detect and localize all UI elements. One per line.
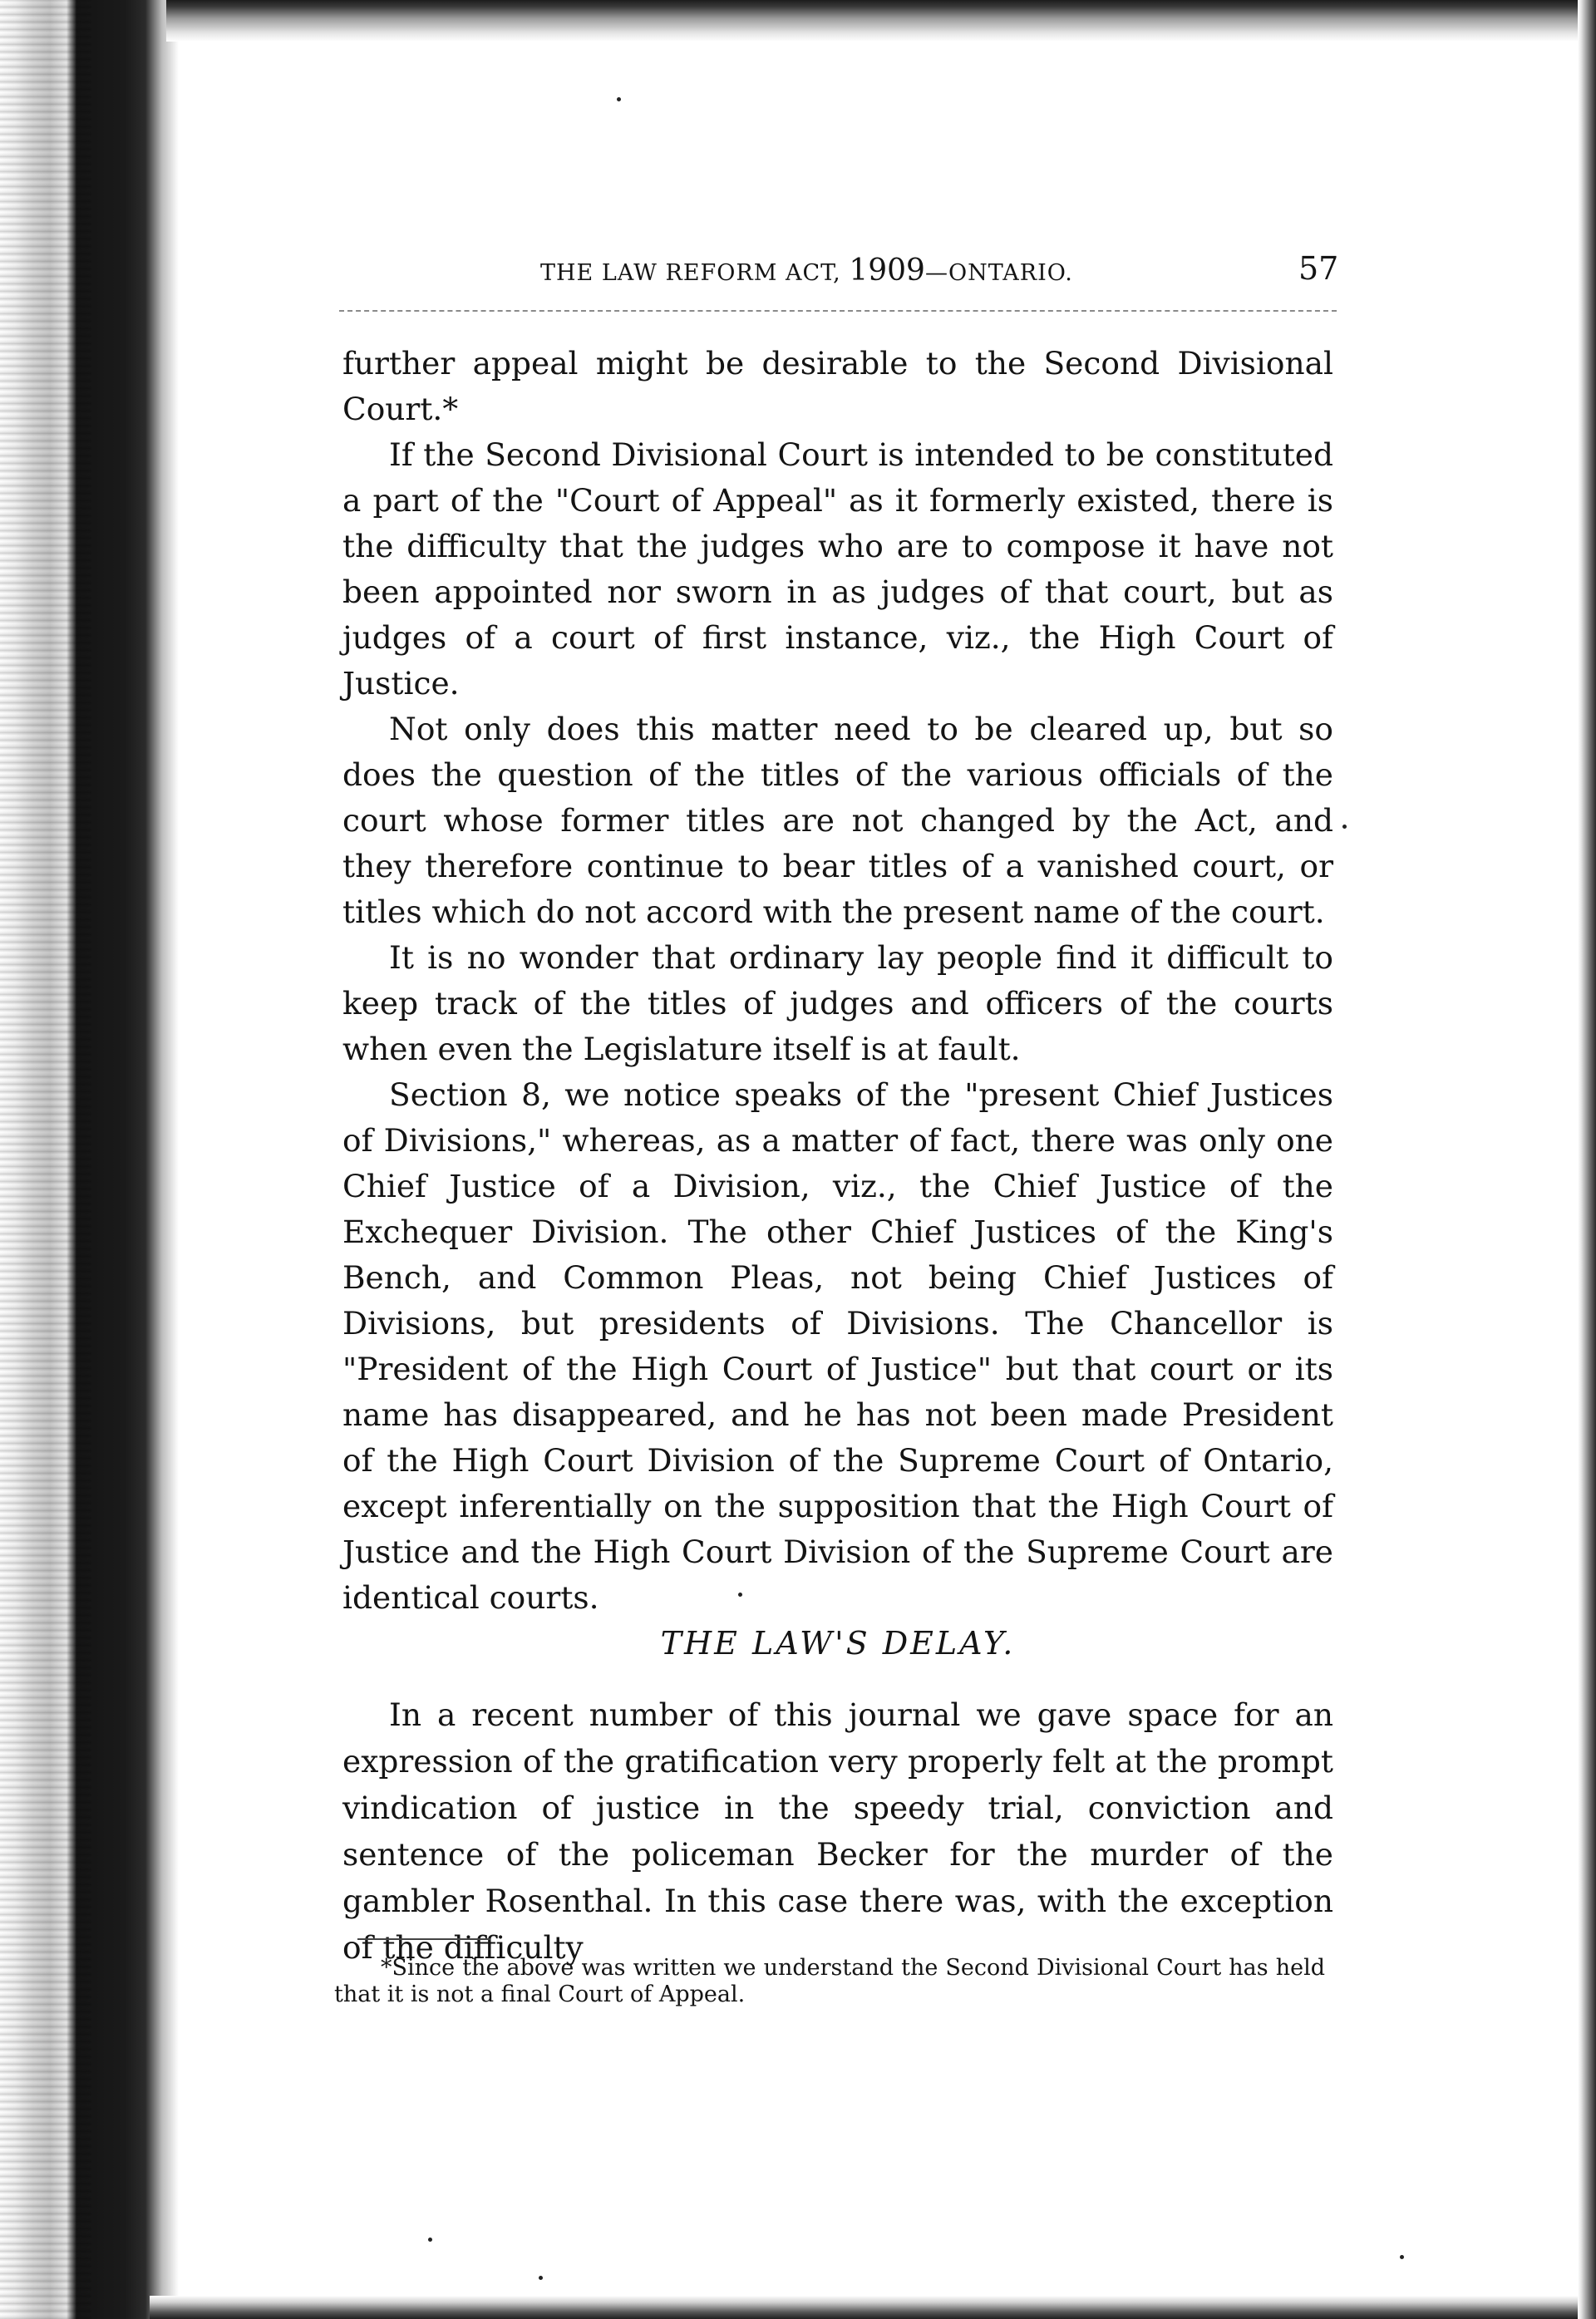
section-heading: THE LAW'S DELAY.: [660, 1625, 1016, 1662]
running-head: [0, 250, 1596, 303]
header-rule: [339, 310, 1337, 312]
footnote-rule: [357, 1938, 490, 1940]
running-title-year: 1909: [849, 254, 925, 288]
page-right-edge: [1578, 0, 1596, 2319]
paragraph: It is no wonder that ordinary lay people find it difficult to keep track of the titles of judges and officers of the courts when even the Legislature itself is at fault.: [342, 939, 1333, 1067]
running-title-suffix: —ONTARIO.: [924, 260, 1073, 286]
scan-speck: [1342, 825, 1347, 829]
scan-speck: [428, 2238, 432, 2242]
footnote-text: *Since the above was written we understand the Second Divisional Court has held that it is not a final Court of Appeal.: [334, 1955, 1325, 2007]
paragraph: Section 8, we notice speaks of the "present Chief Justices of Divisions," whereas, as a matter of fact, there was only one Chief Justice of a Division, viz., the Chief Justice of the Exchequer Division. The other Chief Justices of the King's Bench, and Common Pleas, not being Chief Justices of Divisions, but presidents of Divisions. The Chancellor is "President of the High Court of Justice" but that court or its name has disappeared, and he has not been made President of the High Court Division of the Supreme Court of Ontario, except inferentially on the supposition that the High Court of Justice and the High Court Division of the Supreme Court are identical courts.: [342, 1076, 1333, 1616]
page-spine-texture: [0, 0, 91, 2319]
scan-speck: [617, 97, 621, 101]
paragraph: In a recent number of this journal we gave space for an expression of the gratification very properly felt at the prompt vindication of justice in the speedy trial, conviction and sentence of the policeman Becker for the murder of the gambler Rosenthal. In this case there was, with the exception of the difficulty: [342, 1696, 1333, 1966]
body-text: [342, 341, 1333, 1621]
page-top-edge: [166, 0, 1596, 42]
paragraph: Not only does this matter need to be cleared up, but so does the question of the titles of the various officials of the court whose former titles are not changed by the Act, and they therefore continue to bear titles of a vanished court, or titles which do not accord with the present name of the court.: [342, 711, 1333, 930]
footnote: [334, 1955, 1325, 2008]
page-number: 57: [1298, 250, 1339, 287]
running-title: [540, 254, 1073, 288]
scan-speck: [539, 2276, 543, 2280]
paragraph: If the Second Divisional Court is intended to be constituted a part of the "Court of Appeal" as it formerly existed, there is the difficulty that the judges who are to compose it have not been appointed nor sworn in as judges of that court, but as judges of a court of first instance, viz., the High Court of Justice.: [342, 436, 1333, 702]
scan-speck: [1400, 2255, 1404, 2259]
page-bottom-edge: [150, 2296, 1596, 2319]
paragraph: further appeal might be desirable to the Second Divisional Court.*: [342, 345, 1333, 427]
section-body-text: [342, 1691, 1333, 1971]
running-title-text: THE LAW REFORM ACT,: [540, 260, 850, 286]
